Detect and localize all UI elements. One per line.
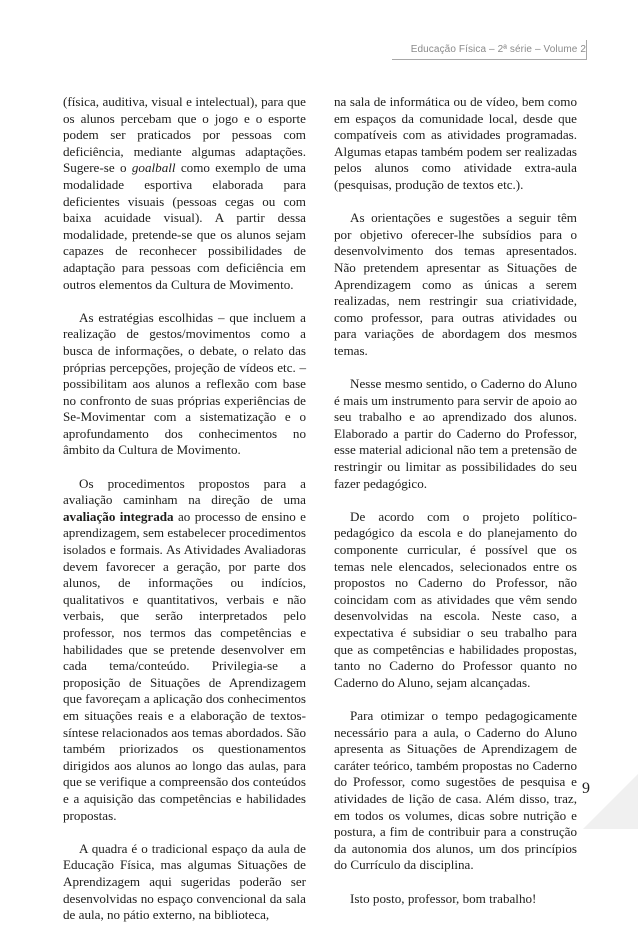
page-header: [0, 0, 638, 60]
paragraph-right-5: Para otimizar o tempo pedagogicamente necessário para a aula, o Caderno do Aluno apresenta as Situações de Aprendizagem de caráter teórico, também propostas no Caderno do Professor, como sugestões de pesquisa e atividades de lição de casa. Além disso, traz, em todos os volumes, dicas sobre nutrição e postura, a fim de contribuir para a construção da autonomia dos alunos, um dos princípios do Currículo da disciplina.: [334, 707, 577, 873]
running-header-title: Educação Física – 2ª série – Volume 2: [410, 44, 586, 55]
paragraph-right-6: Isto posto, professor, bom trabalho!: [350, 890, 537, 906]
paragraph-text: (física, auditiva, visual e intelectual), para que os alunos percebam que o jogo e o esporte podem ser praticados por pessoas com deficiência, mediante algumas adaptações. Sugere-se o: [63, 94, 306, 176]
paragraph-right-1: na sala de informática ou de vídeo, bem como em espaços da comunidade local, desde que compatíveis com as atividades programadas. Algumas etapas também podem ser realizadas pelos alunos como atividade extra-aula (pesquisas, produção de textos etc.).: [334, 94, 577, 192]
paragraph-right-3: Nesse mesmo sentido, o Caderno do Aluno é mais um instrumento para servir de apoio ao seu trabalho e ao aprendizado dos alunos. Elaborado a partir do Caderno do Professor, esse material adicional não tem a pretensão de restringir ou limitar as possibilidades do seu fazer pedagógico.: [334, 376, 577, 491]
italic-term: goalball: [131, 160, 176, 176]
bold-term: avaliação integrada: [63, 508, 174, 524]
right-text-column: [334, 94, 577, 924]
header-rule: [392, 59, 586, 60]
paragraph-left-3: [63, 476, 306, 824]
paragraph-right-4: De acordo com o projeto político-pedagógico da escola e do planejamento do componente curricular, é possível que os temas nele elencados, selecionados entre os propostos no Caderno do Professor, não coincidam com as atividades que vêm sendo desenvolvidas na escola. Neste caso, a expectativa é subsidiar o seu trabalho para que as competências e habilidades propostas, tanto no Caderno do Professor quanto no Caderno do Aluno, sejam alcançadas.: [334, 508, 577, 690]
header-tick: [586, 40, 587, 60]
paragraph-right-2: As orientações e sugestões a seguir têm por objetivo oferecer-lhe subsídios para o desenvolvimento dos temas apresentados. Não pretendem apresentar as Situações de Aprendizagem como as únicas a serem realizadas, nem restringir sua criatividade, como professor, para outras atividades ou para variações de abordagem dos mesmos temas.: [334, 210, 577, 358]
page-corner-decoration: [583, 774, 638, 829]
paragraph-text: ao processo de ensino e aprendizagem, sem estabelecer procedimentos isolados e formais. As Atividades Avaliadoras devem favorecer a geração, por parte dos alunos, de informações ou indícios, qualitativos e quantitativos, verbais e não verbais, que serão interpretados pelo professor, nos termos das competências e habilidades que se pretende desenvolver em cada tema/conteúdo. Privilegia-se a proposição de Situações de Aprendizagem que favoreçam a aplicação dos conhecimentos em situações reais e a elaboração de textos-síntese relacionados aos temas abordados. São também priorizados os questionamentos dirigidos aos alunos ao longo das aulas, para que se verifique a compreensão dos conteúdos e a aquisição das competências e habilidades propostas.: [63, 508, 306, 823]
paragraph-text: como exemplo de uma modalidade esportiva elaborada para deficientes visuais (pessoas cegas ou com baixa acuidade visual). A partir dessa modalidade, pretende-se que os alunos sejam capazes de reconhecer possibilidades de adaptação para pessoas com deficiência em outros elementos da Cultura de Movimento.: [63, 160, 306, 292]
page-number: 9: [582, 780, 590, 797]
paragraph-left-1: [63, 94, 306, 293]
paragraph-text: Os procedimentos propostos para a avaliação caminham na direção de uma: [63, 475, 306, 508]
left-text-column: [63, 94, 306, 940]
paragraph-left-2: As estratégias escolhidas – que incluem a realização de gestos/movimentos como a busca de informações, o debate, o relato das próprias percepções, projeção de vídeos etc. – possibilitam aos alunos a reflexão com base no confronto de suas próprias experiências de Se-Movimentar com a sistematização e o aprofundamento dos conhecimentos no âmbito da Cultura de Movimento.: [63, 309, 306, 458]
paragraph-left-4: A quadra é o tradicional espaço da aula de Educação Física, mas algumas Situações de Aprendizagem aqui sugeridas poderão ser desenvolvidas no espaço convencional da sala de aula, no pátio externo, na biblioteca,: [63, 840, 306, 923]
